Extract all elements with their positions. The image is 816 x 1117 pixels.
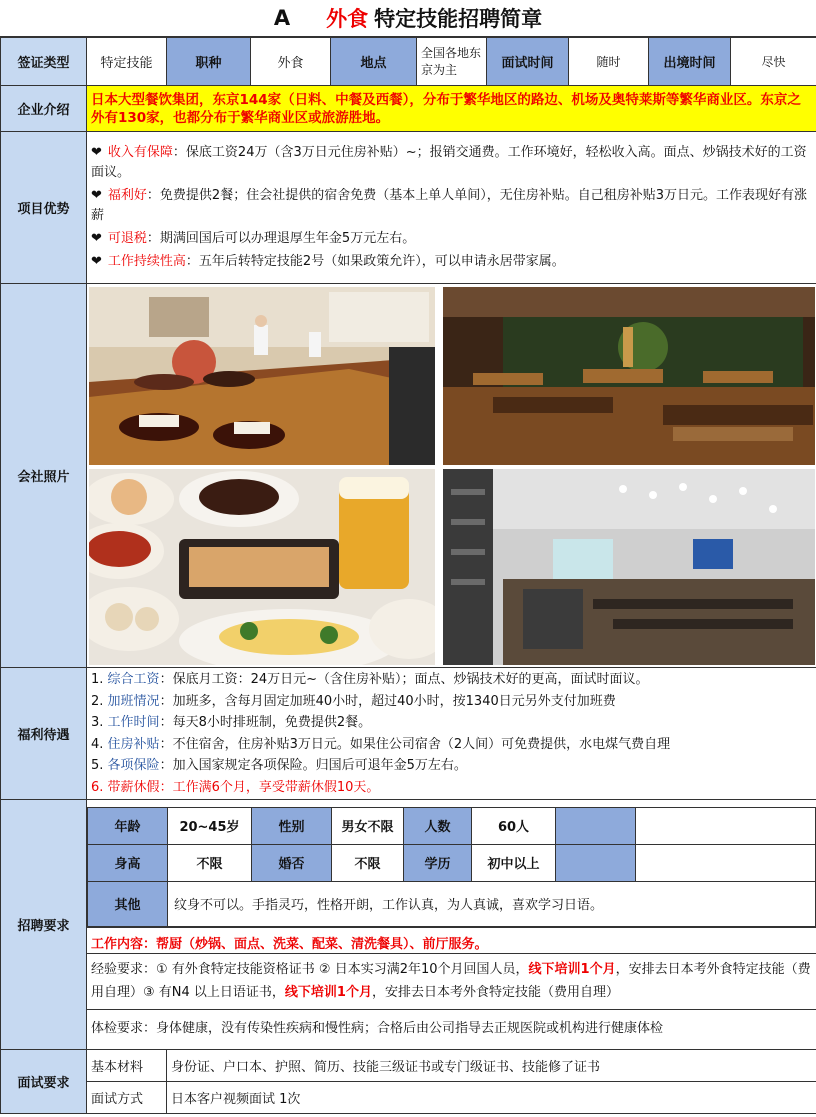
empty-cell bbox=[556, 844, 636, 881]
photo-sushi-counter bbox=[89, 287, 435, 465]
heart-icon: ❤ bbox=[91, 188, 102, 203]
depart-label: 出境时间 bbox=[649, 38, 731, 86]
benefit-item: 1. 综合工资：保底月工资：24万日元~（含住房补贴）；面点、炒锅技术好的更高，面试时面议。 bbox=[91, 672, 649, 687]
age-value: 20~45岁 bbox=[168, 807, 252, 844]
interview-label: 面试要求 bbox=[1, 1050, 87, 1114]
interview-row bbox=[1, 1050, 816, 1082]
edu-label: 学历 bbox=[404, 844, 472, 881]
other-value: 纹身不可以。手指灵巧，性格开朗，工作认真，为人真诚，喜欢学习日语。 bbox=[168, 881, 816, 926]
advantage-item: ❤ 工作持续性高：五年后转特定技能2号（如果政策允许），可以申请永居带家属。 bbox=[91, 254, 565, 269]
advantage-item: ❤ 收入有保障：保底工资24万（含3万日元住房补贴）~；报销交通费。工作环境好，轻松收入高。面点、炒锅技术好的工资面议。 bbox=[91, 145, 807, 180]
title-text: 特定技能招聘简章 bbox=[374, 7, 543, 31]
other-label: 其他 bbox=[88, 881, 168, 926]
advantages-row bbox=[1, 132, 816, 284]
benefit-item: 6. 带薪休假：工作满6个月，享受带薪休假10天。 bbox=[91, 779, 380, 795]
company-text: 日本大型餐饮集团，东京144家（日料、中餐及西餐），分布于繁华地区的路边、机场及奥特莱斯等繁华商业区。东京之外有130家，也都分布于繁华商业区或旅游胜地。 bbox=[87, 86, 816, 132]
page-title bbox=[0, 0, 816, 37]
gender-value: 男女不限 bbox=[332, 807, 404, 844]
photos-cell bbox=[87, 284, 816, 668]
interview-method-row bbox=[1, 1082, 816, 1114]
health-requirement: 体检要求：身体健康，没有传染性疾病和慢性病；合格后由公司指导去正规医院或机构进行健康体检 bbox=[87, 1009, 816, 1043]
advantages-label: 项目优势 bbox=[1, 132, 87, 284]
gender-label: 性别 bbox=[252, 807, 332, 844]
materials-value: 身份证、户口本、护照、简历、技能三级证书或专门级证书、技能修了证书 bbox=[167, 1050, 816, 1082]
method-label: 面试方式 bbox=[87, 1082, 167, 1114]
place-value: 全国各地东京为主 bbox=[417, 38, 487, 86]
photos-label: 会社照片 bbox=[1, 284, 87, 668]
height-value: 不限 bbox=[168, 844, 252, 881]
edu-value: 初中以上 bbox=[472, 844, 556, 881]
photo-restaurant-interior bbox=[443, 469, 815, 665]
age-label: 年龄 bbox=[88, 807, 168, 844]
visa-label: 签证类型 bbox=[1, 38, 87, 86]
job-value: 外食 bbox=[251, 38, 331, 86]
count-label: 人数 bbox=[404, 807, 472, 844]
benefit-item: 5. 各项保险：加入国家规定各项保险。归国后可退年金5万左右。 bbox=[91, 758, 467, 773]
count-value: 60人 bbox=[472, 807, 556, 844]
company-label: 企业介绍 bbox=[1, 86, 87, 132]
advantage-item: ❤ 可退税：期满回国后可以办理退厚生年金5万元左右。 bbox=[91, 231, 416, 246]
place-label: 地点 bbox=[331, 38, 417, 86]
title-highlight: 外食 bbox=[326, 7, 369, 31]
photos-row bbox=[1, 284, 816, 668]
recruit-grid bbox=[87, 807, 816, 927]
benefits-list bbox=[87, 668, 816, 800]
recruit-row bbox=[1, 800, 816, 1050]
empty-cell bbox=[556, 807, 636, 844]
height-label: 身高 bbox=[88, 844, 168, 881]
depart-value: 尽快 bbox=[731, 38, 816, 86]
benefits-row bbox=[1, 668, 816, 800]
recruit-content bbox=[87, 800, 816, 1050]
heart-icon: ❤ bbox=[91, 254, 102, 269]
visa-value: 特定技能 bbox=[87, 38, 167, 86]
benefit-item: 4. 住房补贴：不住宿舍，住房补贴3万日元。如果住公司宿舍（2人间）可免费提供，水电煤气费自理 bbox=[91, 736, 671, 752]
photo-food-dishes bbox=[89, 469, 435, 665]
info-row bbox=[1, 38, 816, 86]
interview-time-value: 随时 bbox=[569, 38, 649, 86]
main-table bbox=[0, 37, 816, 1114]
marriage-value: 不限 bbox=[332, 844, 404, 881]
heart-icon: ❤ bbox=[91, 145, 102, 160]
experience-requirement: 经验要求：① 有外食特定技能资格证书 ② 日本实习满2年10个月回国人员，线下培训1个月，安排去日本考外食特定技能（费用自理）③ 有N4 以上日语证书，线下培训1个月，安排去日本考外食特定技能（费用自理） bbox=[87, 953, 816, 1009]
heart-icon: ❤ bbox=[91, 231, 102, 246]
marriage-label: 婚否 bbox=[252, 844, 332, 881]
photo-dining-room bbox=[443, 287, 815, 465]
empty-cell bbox=[636, 807, 816, 844]
title-letter: A bbox=[273, 6, 291, 30]
recruit-label: 招聘要求 bbox=[1, 800, 87, 1050]
empty-cell bbox=[636, 844, 816, 881]
job-label: 职种 bbox=[167, 38, 251, 86]
advantages-list bbox=[87, 132, 816, 284]
interview-time-label: 面试时间 bbox=[487, 38, 569, 86]
benefits-label: 福利待遇 bbox=[1, 668, 87, 800]
method-value: 日本客户视频面试 1次 bbox=[167, 1082, 816, 1114]
materials-label: 基本材料 bbox=[87, 1050, 167, 1082]
company-row bbox=[1, 86, 816, 132]
photo-grid bbox=[87, 285, 816, 667]
work-content: 工作内容：帮厨（炒锅、面点、洗菜、配菜、清洗餐具）、前厅服务。 bbox=[87, 927, 816, 953]
benefit-item: 2. 加班情况：加班多，含每月固定加班40小时，超过40小时，按1340日元另外支付加班费 bbox=[91, 693, 616, 709]
benefit-item: 3. 工作时间：每天8小时排班制，免费提供2餐。 bbox=[91, 715, 372, 730]
advantage-item: ❤ 福利好：免费提供2餐；住会社提供的宿舍免费（基本上单人单间），无住房补贴。自己租房补贴3万日元。工作表现好有涨薪 bbox=[91, 188, 807, 223]
